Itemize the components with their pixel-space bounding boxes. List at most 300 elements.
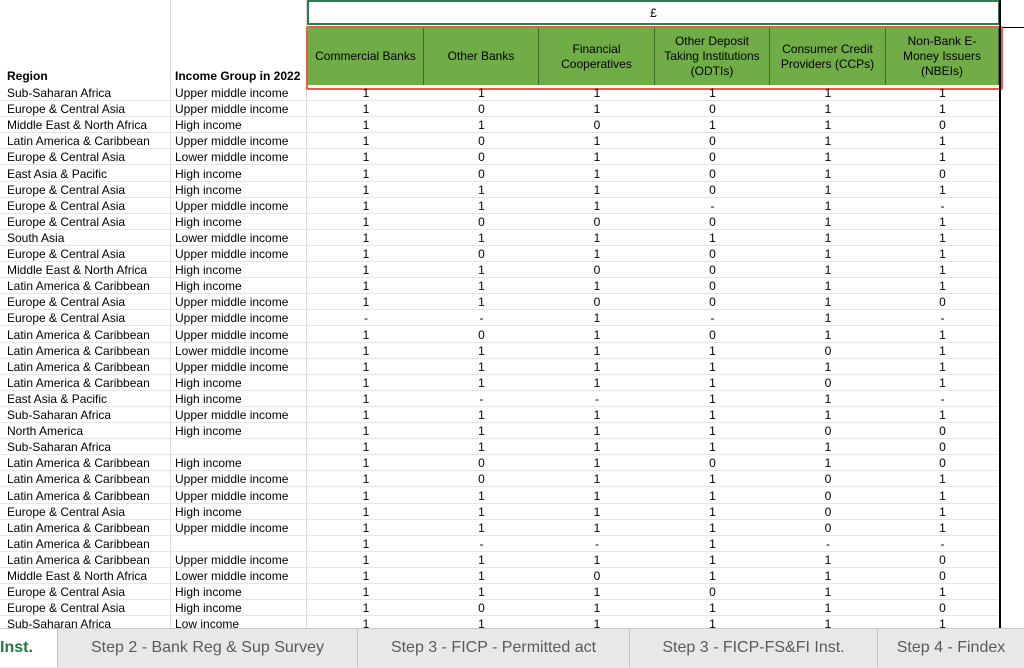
table-row [0,391,1000,407]
region-cell[interactable]: Europe & Central Asia [7,102,126,117]
table-row [0,568,1000,584]
value-cell[interactable]: - [710,311,715,326]
value-cell[interactable]: 1 [824,118,832,133]
value-cell[interactable]: 1 [362,327,370,342]
value-cell[interactable]: 0 [478,214,485,229]
value-cell[interactable]: 1 [593,359,601,374]
value-cell[interactable]: 0 [478,472,485,487]
value-cell[interactable]: 1 [939,472,946,487]
value-cell[interactable]: 0 [593,295,601,310]
value-cell[interactable]: 1 [593,134,601,149]
value-cell[interactable]: 1 [362,150,370,165]
value-cell[interactable]: 0 [478,102,485,117]
value-cell[interactable]: 1 [362,166,370,181]
value-cell[interactable]: 1 [478,504,485,519]
value-cell[interactable]: 1 [709,86,716,100]
region-cell[interactable]: Europe & Central Asia [7,601,126,616]
value-cell[interactable]: 0 [824,424,832,439]
currency-header-cell[interactable]: £ [307,0,1000,25]
region-cell[interactable]: East Asia & Pacific [7,391,108,406]
income-group-cell[interactable]: Lower middle income [175,569,289,583]
region-cell[interactable]: Europe & Central Asia [7,585,126,600]
value-cell[interactable]: 1 [593,472,601,487]
value-cell[interactable]: 1 [362,214,370,229]
value-cell[interactable]: 1 [362,408,370,422]
income-group-cell[interactable]: Upper middle income [175,472,289,487]
value-cell[interactable]: 0 [709,150,716,165]
value-cell[interactable]: 1 [478,552,485,567]
value-cell[interactable]: 0 [939,424,946,439]
value-cell[interactable]: 1 [478,182,485,197]
value-cell[interactable]: 1 [593,327,601,342]
value-cell[interactable]: 1 [824,617,832,628]
region-cell[interactable]: Latin America & Caribbean [7,472,150,487]
value-cell[interactable]: 1 [709,440,716,455]
table-row [0,85,1000,101]
value-cell[interactable]: 1 [478,424,485,439]
value-cell[interactable]: - [479,311,484,326]
value-cell[interactable]: 1 [709,520,716,535]
value-cell[interactable]: 1 [593,198,601,213]
value-cell[interactable]: 0 [709,134,716,149]
value-cell[interactable]: 0 [709,247,716,261]
table-row [0,310,1000,326]
col-header-odtis[interactable]: Other Deposit Taking Institutions (ODTIs) [655,28,770,85]
value-cell[interactable]: 0 [939,601,946,616]
value-cell[interactable]: 1 [824,601,832,616]
income-group-cell[interactable]: High income [175,504,242,519]
value-cell[interactable]: 1 [824,102,832,117]
value-cell[interactable]: 1 [478,263,485,278]
value-cell[interactable]: 1 [478,279,485,294]
value-cell[interactable]: 1 [478,198,485,213]
value-cell[interactable]: 1 [824,230,832,245]
table-row [0,584,1000,600]
value-cell[interactable]: 1 [824,86,832,100]
value-cell[interactable]: 1 [824,327,832,342]
value-cell[interactable]: 0 [824,343,832,358]
income-group-cell[interactable]: Upper middle income [175,408,289,422]
value-cell[interactable]: 0 [478,134,485,149]
value-cell[interactable]: 0 [709,102,716,117]
income-group-cell[interactable]: Low income [175,617,240,628]
value-cell[interactable]: 1 [362,118,370,133]
region-cell[interactable]: Europe & Central Asia [7,214,126,229]
value-cell[interactable]: 1 [939,182,946,197]
region-cell[interactable]: Sub-Saharan Africa [7,440,112,455]
table-row [0,488,1000,504]
income-group-cell[interactable]: High income [175,279,242,294]
value-cell[interactable]: 1 [824,279,832,294]
income-group-cell[interactable]: High income [175,601,242,616]
value-cell[interactable]: 1 [939,520,946,535]
region-cell[interactable]: Latin America & Caribbean [7,488,150,503]
value-cell[interactable]: 1 [478,359,485,374]
value-cell[interactable]: - [479,391,484,406]
value-cell[interactable]: 1 [593,166,601,181]
value-cell[interactable]: 1 [593,343,601,358]
value-cell[interactable]: 1 [478,569,485,583]
value-cell[interactable]: 1 [362,359,370,374]
table-row [0,407,1000,423]
value-cell[interactable]: 0 [939,456,946,471]
value-cell[interactable]: 1 [593,617,601,628]
value-cell[interactable]: 1 [362,536,370,551]
value-cell[interactable]: 1 [478,295,485,310]
value-cell[interactable]: 1 [939,504,946,519]
value-cell[interactable]: 1 [362,520,370,535]
region-cell[interactable]: Middle East & North Africa [7,569,148,583]
value-cell[interactable]: 0 [478,166,485,181]
value-cell[interactable]: 1 [939,359,946,374]
income-group-cell[interactable]: High income [175,585,242,600]
value-cell[interactable]: 1 [362,295,370,310]
table-row [0,117,1000,133]
value-cell[interactable]: 0 [709,456,716,471]
value-cell[interactable]: 1 [939,375,946,390]
value-cell[interactable]: 1 [939,247,946,261]
region-cell[interactable]: Europe & Central Asia [7,182,126,197]
value-cell[interactable]: - [710,198,715,213]
value-cell[interactable]: 1 [362,552,370,567]
value-cell[interactable]: 1 [824,585,832,600]
income-group-cell[interactable]: Upper middle income [175,295,289,310]
value-cell[interactable]: 1 [593,585,601,600]
value-cell[interactable]: 1 [593,424,601,439]
value-cell[interactable]: 1 [824,552,832,567]
value-cell[interactable]: 1 [593,440,601,455]
value-cell[interactable]: 1 [478,86,485,100]
region-header[interactable]: Region [7,69,48,83]
value-cell[interactable]: 1 [824,359,832,374]
col-header-ccps[interactable]: Consumer Credit Providers (CCPs) [770,28,886,85]
tab-inst[interactable]: Inst. [0,629,58,667]
value-cell[interactable]: 0 [478,150,485,165]
value-cell[interactable]: 0 [709,327,716,342]
income-group-cell[interactable]: High income [175,424,242,439]
tab-step2-bank-reg[interactable]: Step 2 - Bank Reg & Sup Survey [58,629,358,667]
value-cell[interactable]: 1 [593,86,601,100]
value-cell[interactable]: 1 [939,327,946,342]
value-cell[interactable]: 1 [824,456,832,471]
value-cell[interactable]: 1 [362,198,370,213]
value-cell[interactable]: 1 [824,214,832,229]
value-cell[interactable]: 0 [824,375,832,390]
value-cell[interactable]: 1 [939,488,946,503]
value-cell[interactable]: 1 [939,617,946,628]
income-group-cell[interactable] [175,536,307,552]
value-cell[interactable]: 1 [478,230,485,245]
value-cell[interactable]: 1 [709,408,716,422]
value-cell[interactable]: 1 [939,585,946,600]
value-cell[interactable]: 1 [362,86,370,100]
value-cell[interactable]: 1 [939,102,946,117]
value-cell[interactable]: 1 [362,504,370,519]
value-cell[interactable]: - [595,391,599,406]
value-cell[interactable]: 1 [939,343,946,358]
value-cell[interactable]: 0 [478,456,485,471]
value-cell[interactable]: 0 [709,295,716,310]
value-cell[interactable]: 1 [709,601,716,616]
income-group-cell[interactable]: Upper middle income [175,552,289,567]
value-cell[interactable]: 1 [709,504,716,519]
region-cell[interactable]: Europe & Central Asia [7,198,126,213]
value-cell[interactable]: 1 [824,311,832,326]
region-cell[interactable]: Latin America & Caribbean [7,343,150,358]
value-cell[interactable]: 1 [362,585,370,600]
value-cell[interactable]: 1 [362,343,370,358]
value-cell[interactable]: 1 [593,601,601,616]
value-cell[interactable]: 1 [939,408,946,422]
value-cell[interactable]: 1 [939,134,946,149]
value-cell[interactable]: 1 [709,424,716,439]
value-cell[interactable]: 1 [593,456,601,471]
region-cell[interactable]: Europe & Central Asia [7,504,126,519]
table-row [0,278,1000,294]
value-cell[interactable]: 1 [362,488,370,503]
value-cell[interactable]: 1 [939,214,946,229]
value-cell[interactable]: 1 [478,520,485,535]
value-cell[interactable]: - [479,536,484,551]
value-cell[interactable]: 1 [939,263,946,278]
value-cell[interactable]: 0 [593,263,601,278]
value-cell[interactable]: 1 [362,601,370,616]
value-cell[interactable]: 1 [824,391,832,406]
value-cell[interactable]: 0 [593,118,601,133]
value-cell[interactable]: 0 [709,263,716,278]
value-cell[interactable]: 1 [478,440,485,455]
region-cell[interactable]: North America [7,424,84,439]
value-cell[interactable]: 1 [939,86,946,100]
value-cell[interactable]: 0 [939,166,946,181]
value-cell[interactable]: 0 [478,247,485,261]
value-cell[interactable]: 1 [593,230,601,245]
income-group-cell[interactable]: Upper middle income [175,327,289,342]
income-group-cell[interactable]: High income [175,118,242,133]
value-cell[interactable]: 1 [362,456,370,471]
value-cell[interactable]: 0 [939,440,946,455]
value-cell[interactable]: 1 [362,182,370,197]
value-cell[interactable]: 1 [362,569,370,583]
income-group-cell[interactable]: Upper middle income [175,247,289,261]
value-cell[interactable]: 1 [709,472,716,487]
income-group-cell[interactable]: Upper middle income [175,311,289,326]
value-cell[interactable]: 1 [362,263,370,278]
value-cell[interactable]: 0 [824,520,832,535]
value-cell[interactable]: 1 [362,391,370,406]
value-cell[interactable]: 1 [824,198,832,213]
income-group-cell[interactable]: Upper middle income [175,198,289,213]
income-group-cell[interactable]: Lower middle income [175,150,289,165]
value-cell[interactable]: 1 [362,375,370,390]
value-cell[interactable]: 0 [709,279,716,294]
region-cell[interactable]: Latin America & Caribbean [7,134,150,149]
value-cell[interactable]: 0 [593,569,601,583]
value-cell[interactable]: 1 [362,230,370,245]
value-cell[interactable]: 1 [478,488,485,503]
region-cell[interactable]: Latin America & Caribbean [7,359,150,374]
value-cell[interactable]: 1 [824,263,832,278]
income-group-cell[interactable]: Upper middle income [175,102,289,117]
value-cell[interactable]: 1 [478,408,485,422]
table-row [0,423,1000,439]
region-cell[interactable]: Sub-Saharan Africa [7,617,112,628]
value-cell[interactable]: - [595,536,599,551]
region-cell[interactable]: Europe & Central Asia [7,311,126,326]
value-cell[interactable]: 1 [824,408,832,422]
value-cell[interactable]: 1 [824,150,832,165]
value-cell[interactable]: 1 [478,585,485,600]
value-cell[interactable]: 1 [939,150,946,165]
value-cell[interactable]: 1 [824,569,832,583]
value-cell[interactable]: 1 [709,488,716,503]
region-cell[interactable]: Latin America & Caribbean [7,327,150,342]
region-cell[interactable]: Latin America & Caribbean [7,536,150,551]
value-cell[interactable]: 1 [593,520,601,535]
value-cell[interactable]: 1 [478,118,485,133]
col-header-commercial-banks[interactable]: Commercial Banks [308,28,424,85]
value-cell[interactable]: 1 [593,247,601,261]
income-group-cell[interactable]: Lower middle income [175,230,289,245]
value-cell[interactable]: 1 [593,488,601,503]
income-group-cell[interactable]: High income [175,456,242,471]
value-cell[interactable]: 1 [709,343,716,358]
value-cell[interactable]: 1 [593,102,601,117]
value-cell[interactable]: 1 [709,230,716,245]
region-cell[interactable]: Sub-Saharan Africa [7,86,112,100]
tab-step3-ficp-permitted[interactable]: Step 3 - FICP - Permitted act [358,629,630,667]
value-cell[interactable]: 0 [939,295,946,310]
income-group-header[interactable]: Income Group in 2022 [175,69,301,83]
income-group-cell[interactable]: High income [175,391,242,406]
value-cell[interactable]: 1 [362,102,370,117]
value-cell[interactable]: 0 [478,327,485,342]
table-row [0,149,1000,165]
value-cell[interactable]: 1 [709,552,716,567]
tab-step4-findex[interactable]: Step 4 - Findex [896,639,1006,656]
value-cell[interactable]: 1 [593,375,601,390]
region-cell[interactable]: Europe & Central Asia [7,247,126,261]
value-cell[interactable]: 1 [709,569,716,583]
value-cell[interactable]: 0 [478,601,485,616]
value-cell[interactable]: - [940,198,945,213]
region-cell[interactable]: South Asia [7,230,65,245]
value-cell[interactable]: 1 [709,359,716,374]
value-cell[interactable]: 1 [824,182,832,197]
value-cell[interactable]: 1 [362,440,370,455]
col-header-nbeis[interactable]: Non-Bank E-Money Issuers (NBEIs) [886,28,999,85]
value-cell[interactable]: 1 [709,118,716,133]
value-cell[interactable]: 1 [593,311,601,326]
income-group-cell[interactable]: High income [175,182,242,197]
income-group-cell[interactable]: High income [175,214,242,229]
value-cell[interactable]: 1 [824,166,832,181]
region-cell[interactable]: Middle East & North Africa [7,263,148,278]
value-cell[interactable]: 1 [478,617,485,628]
sheet-right-border [999,0,1001,628]
col-header-other-banks[interactable]: Other Banks [424,28,539,85]
value-cell[interactable]: 0 [824,504,832,519]
income-group-cell[interactable]: High income [175,166,242,181]
region-cell[interactable]: Latin America & Caribbean [7,456,150,471]
region-cell[interactable]: Latin America & Caribbean [7,279,150,294]
value-cell[interactable]: 1 [362,247,370,261]
value-cell[interactable]: 1 [362,424,370,439]
value-cell[interactable]: 0 [939,569,946,583]
region-cell[interactable]: East Asia & Pacific [7,166,108,181]
value-cell[interactable]: 0 [939,552,946,567]
value-cell[interactable]: 1 [939,230,946,245]
value-cell[interactable]: 1 [824,247,832,261]
region-cell[interactable]: Latin America & Caribbean [7,552,150,567]
income-group-cell[interactable]: Upper middle income [175,86,289,100]
income-group-cell[interactable]: High income [175,263,242,278]
value-cell[interactable]: 1 [478,343,485,358]
income-group-cell[interactable]: Upper middle income [175,359,289,374]
table-row [0,504,1000,520]
value-cell[interactable]: 1 [593,408,601,422]
value-cell[interactable]: 1 [362,472,370,487]
income-group-cell[interactable]: Lower middle income [175,343,289,358]
value-cell[interactable]: 0 [824,488,832,503]
value-cell[interactable]: 1 [593,504,601,519]
value-cell[interactable]: 1 [824,295,832,310]
value-cell[interactable]: - [940,311,945,326]
tab-step3-ficp-fsfi[interactable]: Step 3 - FICP-FS&FI Inst. [630,629,878,667]
value-cell[interactable]: 1 [593,279,601,294]
table-row [0,375,1000,391]
value-cell[interactable]: - [364,311,368,326]
value-cell[interactable]: - [940,391,945,406]
value-cell[interactable]: 1 [593,150,601,165]
income-group-cell[interactable] [175,439,307,455]
value-cell[interactable]: 0 [824,472,832,487]
value-cell[interactable]: 1 [709,391,716,406]
value-cell[interactable]: 1 [824,134,832,149]
value-cell[interactable]: 0 [709,182,716,197]
region-cell[interactable]: Latin America & Caribbean [7,375,150,390]
value-cell[interactable]: 1 [824,440,832,455]
value-cell[interactable]: 0 [593,214,601,229]
value-cell[interactable]: 0 [939,118,946,133]
value-cell[interactable]: 1 [362,279,370,294]
value-cell[interactable]: 1 [593,552,601,567]
value-cell[interactable]: - [826,536,830,551]
income-group-cell[interactable]: High income [175,375,242,390]
income-group-cell[interactable]: Upper middle income [175,488,289,503]
col-header-financial-cooperatives[interactable]: Financial Cooperatives [539,28,655,85]
region-cell[interactable]: Sub-Saharan Africa [7,408,112,422]
value-cell[interactable]: 1 [362,134,370,149]
value-cell[interactable]: 1 [478,375,485,390]
value-cell[interactable]: - [940,536,945,551]
region-cell[interactable]: Middle East & North Africa [7,118,148,133]
region-cell[interactable]: Europe & Central Asia [7,295,126,310]
value-cell[interactable]: 1 [709,536,716,551]
income-group-cell[interactable]: Upper middle income [175,520,289,535]
value-cell[interactable]: 0 [709,585,716,600]
value-cell[interactable]: 0 [709,166,716,181]
region-cell[interactable]: Latin America & Caribbean [7,520,150,535]
value-cell[interactable]: 1 [709,375,716,390]
value-cell[interactable]: 1 [593,182,601,197]
value-cell[interactable]: 1 [362,617,370,628]
income-group-cell[interactable]: Upper middle income [175,134,289,149]
region-cell[interactable]: Europe & Central Asia [7,150,126,165]
value-cell[interactable]: 1 [709,617,716,628]
value-cell[interactable]: 1 [939,279,946,294]
value-cell[interactable]: 0 [709,214,716,229]
